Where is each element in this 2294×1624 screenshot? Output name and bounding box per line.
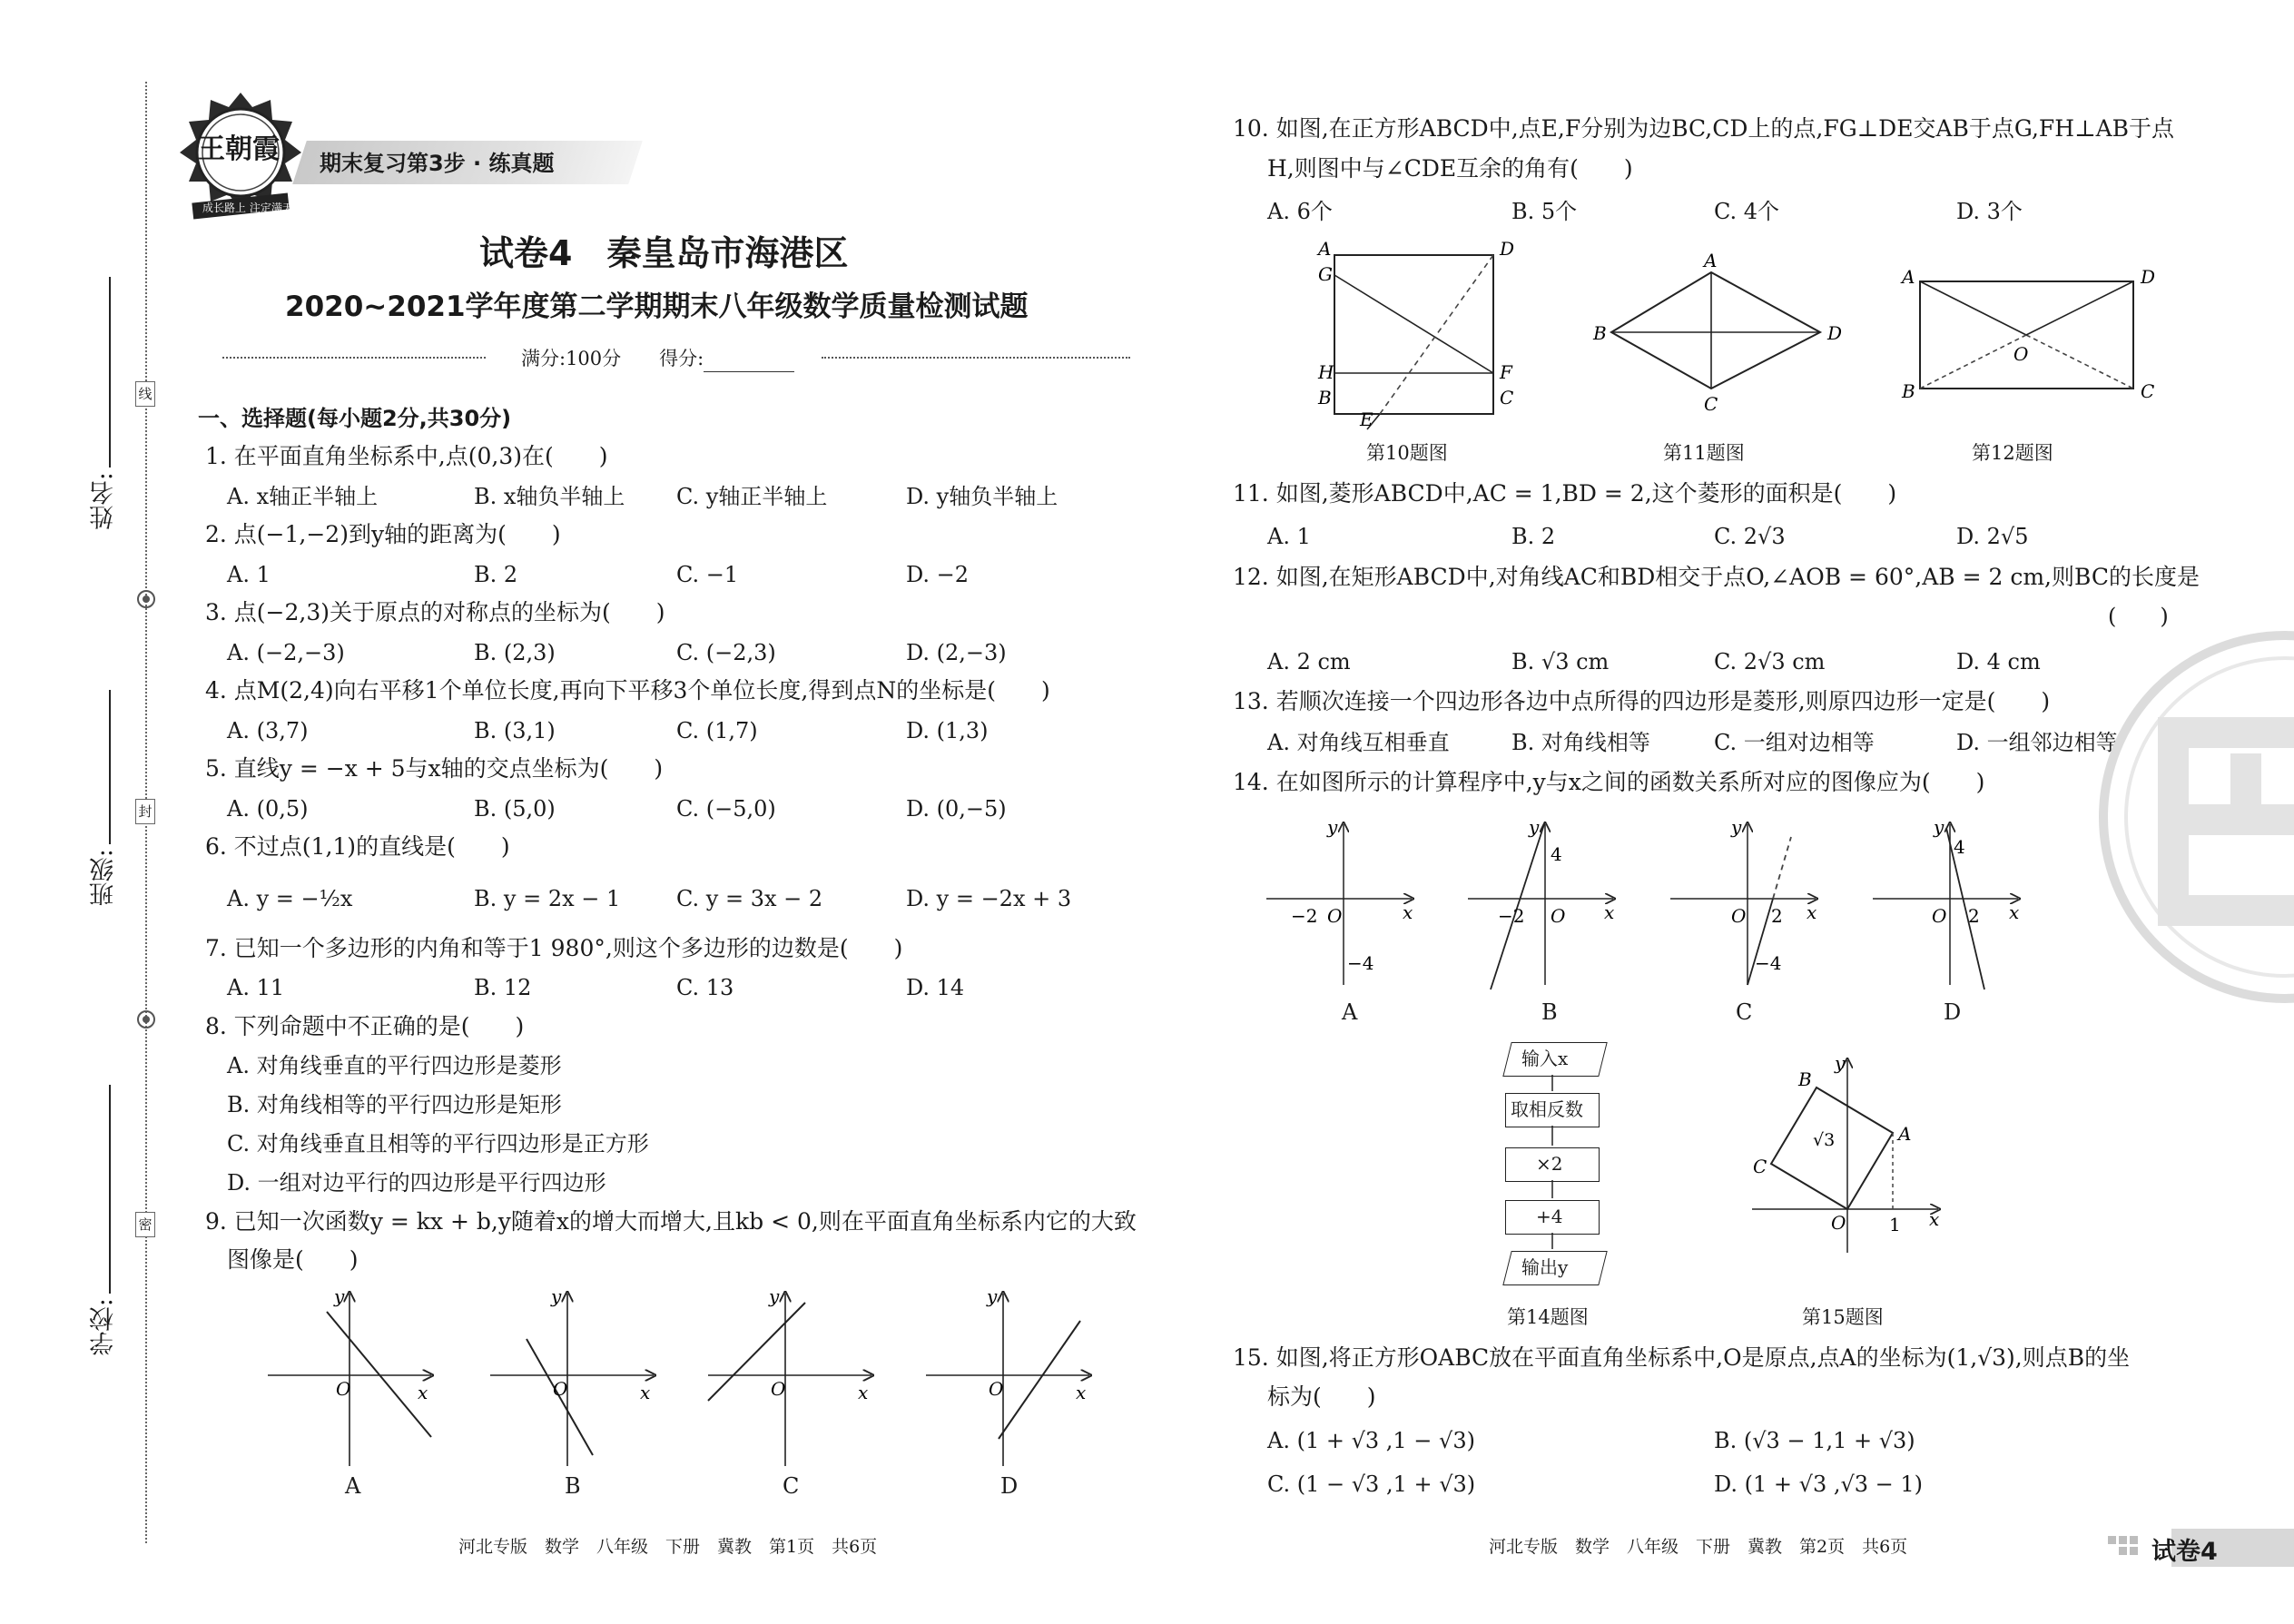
svg-text:E: E [1360,408,1373,430]
q14-label-d[interactable]: D [1944,999,1962,1025]
q9-label-c[interactable]: C [783,1473,800,1499]
svg-text:O: O [553,1378,568,1400]
q4-option-c[interactable]: C. (1,7) [676,718,758,743]
q13-option-c[interactable]: C. 一组对边相等 [1714,730,1875,755]
svg-text:O: O [2013,343,2029,365]
svg-text:A: A [1318,238,1332,260]
svg-text:C: C [1753,1156,1767,1177]
q3-option-c[interactable]: C. (−2,3) [676,640,776,665]
q9-label-d[interactable]: D [1000,1473,1019,1499]
fig10-square-diagram [1307,238,1534,430]
svg-text:2: 2 [1771,905,1783,927]
q9-label-b[interactable]: B [565,1473,581,1499]
q9-label-a[interactable]: A [345,1473,361,1499]
class-blank [109,690,111,844]
q7-option-d[interactable]: D. 14 [906,975,965,1000]
svg-text:y: y [1529,816,1540,838]
svg-text:y: y [1835,1052,1846,1074]
question-12-stem: 12. 如图,在矩形ABCD中,对角线AC和BD相交于点O,∠AOB = 60°,AB = 2 cm,则BC的长度是 [1233,564,2200,590]
name-blank [109,277,111,468]
fig11-caption: 第11题图 [1663,442,1745,464]
q14-graph-b [1463,817,1631,999]
q4-option-b[interactable]: B. (3,1) [474,718,556,743]
q4-option-a[interactable]: A. (3,7) [227,718,309,743]
question-15-stem: 15. 如图,将正方形OABC放在平面直角坐标系中,O是原点,点A的坐标为(1,√3),则点B的坐 [1233,1344,2131,1371]
school-label: 学校: [90,1298,118,1356]
svg-text:A: A [1898,1123,1912,1145]
q13-option-b[interactable]: B. 对角线相等 [1511,730,1650,755]
q12-option-c[interactable]: C. 2√3 cm [1714,649,1826,674]
q8-option-d[interactable]: D. 一组对边平行的四边形是平行四边形 [227,1170,606,1196]
question-10-stem-cont: H,则图中与∠CDE互余的角有( ) [1267,155,1633,182]
svg-text:D: D [1500,238,1515,260]
svg-text:D: D [2141,266,2156,288]
q2-option-c[interactable]: C. −1 [676,562,739,587]
q1-option-d[interactable]: D. y轴负半轴上 [906,484,1058,509]
q12-answer-paren: ( ) [2108,604,2169,629]
question-2-stem: 2. 点(−1,−2)到y轴的距离为( ) [205,521,561,547]
q13-option-a[interactable]: A. 对角线互相垂直 [1267,730,1450,755]
svg-text:O: O [1327,905,1343,927]
seal-char-feng: 封 [135,799,155,824]
q5-option-b[interactable]: B. (5,0) [474,796,556,822]
svg-text:O: O [1932,905,1947,927]
score-line: 满分:100分 得分: [521,345,794,372]
svg-text:B: B [1593,322,1607,344]
question-4-stem: 4. 点M(2,4)向右平移1个单位长度,再向下平移3个单位长度,得到点N的坐标是( ) [205,677,1050,704]
q6-option-a[interactable]: A. y = −½x [227,886,353,911]
q14-graph-d [1868,817,2036,999]
fig12-caption: 第12题图 [1972,442,2053,464]
question-9-stem-cont: 图像是( ) [227,1246,359,1273]
q12-option-b[interactable]: B. √3 cm [1511,649,1610,674]
school-blank [109,1085,111,1294]
q14-graph-c [1666,817,1834,999]
q5-option-d[interactable]: D. (0,−5) [906,796,1007,822]
q14-label-a[interactable]: A [1342,999,1358,1025]
flow-add-label: +4 [1536,1206,1563,1227]
q15-option-b[interactable]: B. (√3 − 1,1 + √3) [1714,1428,1915,1453]
svg-text:y: y [551,1285,562,1307]
svg-text:B: B [1318,387,1332,408]
svg-text:−2: −2 [1291,905,1318,927]
q9-graph-b [486,1284,667,1475]
flow-multiply-label: ×2 [1536,1153,1563,1175]
svg-text:O: O [1551,905,1566,927]
svg-text:D: D [1827,322,1843,344]
q1-option-a[interactable]: A. x轴正半轴上 [227,484,379,509]
question-14-stem: 14. 在如图所示的计算程序中,y与x之间的函数关系所对应的图像应为( ) [1233,769,1985,795]
q3-option-d[interactable]: D. (2,−3) [906,640,1007,665]
q8-option-a[interactable]: A. 对角线垂直的平行四边形是菱形 [227,1053,562,1078]
footer-left: 河北专版 数学 八年级 下册 冀教 第1页 共6页 [458,1537,878,1557]
svg-text:O: O [989,1378,1004,1400]
q10-option-a[interactable]: A. 6个 [1267,199,1333,224]
q3-option-b[interactable]: B. (2,3) [474,640,556,665]
q2-option-d[interactable]: D. −2 [906,562,970,587]
svg-text:4: 4 [1954,836,1965,858]
question-7-stem: 7. 已知一个多边形的内角和等于1 980°,则这个多边形的边数是( ) [205,935,903,961]
section-title: 一、选择题(每小题2分,共30分) [198,406,512,431]
logo-text: 王朝霞 [198,133,280,165]
svg-text:G: G [1318,263,1333,285]
svg-text:A: A [1704,250,1718,271]
svg-text:x: x [1807,901,1817,923]
q15-option-d[interactable]: D. (1 + √3 ,√3 − 1) [1714,1471,1924,1497]
flow-input-label: 输入x [1521,1048,1569,1069]
svg-text:O: O [1831,1212,1846,1234]
q14-label-c[interactable]: C [1736,999,1753,1025]
question-5-stem: 5. 直线y = −x + 5与x轴的交点坐标为( ) [205,755,664,782]
q6-option-c[interactable]: C. y = 3x − 2 [676,886,823,911]
svg-text:x: x [2009,901,2020,923]
q7-option-c[interactable]: C. 13 [676,975,734,1000]
svg-text:C: C [1704,393,1718,415]
q14-label-b[interactable]: B [1541,999,1558,1025]
svg-text:x: x [1929,1208,1940,1230]
svg-text:A: A [1902,266,1915,288]
tag-dots-icon [2108,1536,2144,1563]
question-1-stem: 1. 在平面直角坐标系中,点(0,3)在( ) [205,443,608,469]
q3-option-a[interactable]: A. (−2,−3) [227,640,345,665]
question-9-stem: 9. 已知一次函数y = kx + b,y随着x的增大而增大,且kb < 0,则在平面直角坐标系内它的大致 [205,1208,1137,1235]
q8-option-c[interactable]: C. 对角线垂直且相等的平行四边形是正方形 [227,1131,649,1156]
svg-text:O: O [1731,905,1747,927]
svg-text:B: B [1902,380,1915,402]
name-label: 姓名: [90,472,118,530]
flow-output-label: 输出y [1521,1256,1569,1278]
svg-text:C: C [2141,380,2155,402]
question-13-stem: 13. 若顺次连接一个四边形各边中点所得的四边形是菱形,则原四边形一定是( ) [1233,688,2051,714]
svg-text:y: y [769,1285,780,1307]
svg-text:x: x [1076,1382,1087,1403]
svg-text:x: x [640,1382,651,1403]
q11-option-c[interactable]: C. 2√3 [1714,524,1786,549]
q11-option-b[interactable]: B. 2 [1511,524,1556,549]
q5-option-c[interactable]: C. (−5,0) [676,796,776,822]
q7-option-a[interactable]: A. 11 [227,975,285,1000]
q14-graph-a [1262,817,1430,999]
secret-seal-watermark-icon [2094,626,2294,1008]
q12-option-d[interactable]: D. 4 cm [1956,649,2041,674]
q2-option-b[interactable]: B. 2 [474,562,518,587]
fig15-caption: 第15题图 [1802,1306,1884,1328]
divider-right [822,357,1130,359]
q6-option-b[interactable]: B. y = 2x − 1 [474,886,621,911]
q10-option-d[interactable]: D. 3个 [1956,199,2023,224]
q11-option-d[interactable]: D. 2√5 [1956,524,2029,549]
svg-text:x: x [1604,901,1615,923]
svg-text:x: x [1403,901,1413,923]
flow-arrows [1543,1075,1561,1293]
q15-option-a[interactable]: A. (1 + √3 ,1 − √3) [1267,1428,1475,1453]
divider-left [222,357,486,359]
class-label: 班级: [90,849,118,907]
ornament-icon [133,1006,160,1033]
question-10-stem: 10. 如图,在正方形ABCD中,点E,F分别为边BC,CD上的点,FG⊥DE交AB于点G,FH⊥AB于点 [1233,115,2175,142]
q7-option-b[interactable]: B. 12 [474,975,532,1000]
svg-text:F: F [1500,361,1512,383]
q9-graph-d [921,1284,1103,1475]
fig10-caption: 第10题图 [1366,442,1448,464]
question-15-stem-cont: 标为( ) [1267,1383,1376,1410]
svg-text:2: 2 [1968,905,1980,927]
svg-text:y: y [1731,816,1742,838]
q11-option-a[interactable]: A. 1 [1267,524,1311,549]
seal-char-mi: 密 [135,1212,155,1237]
svg-text:x: x [418,1382,428,1403]
q4-option-d[interactable]: D. (1,3) [906,718,989,743]
fig12-rectangle-diagram [1897,263,2161,418]
q15-option-c[interactable]: C. (1 − √3 ,1 + √3) [1267,1471,1476,1497]
q5-option-a[interactable]: A. (0,5) [227,796,309,822]
svg-text:−4: −4 [1755,952,1782,974]
question-11-stem: 11. 如图,菱形ABCD中,AC = 1,BD = 2,这个菱形的面积是( ) [1233,480,1897,507]
q9-graph-a [263,1284,445,1475]
exam-subtitle: 2020~2021学年度第二学期期末八年级数学质量检测试题 [285,290,1029,323]
question-8-stem: 8. 下列命题中不正确的是( ) [205,1013,525,1039]
svg-text:1: 1 [1889,1214,1901,1235]
q12-option-a[interactable]: A. 2 cm [1267,649,1351,674]
question-6-stem: 6. 不过点(1,1)的直线是( ) [205,833,510,860]
logo-ribbon: 成长路上 注定满天 [202,202,293,214]
q1-option-c[interactable]: C. y轴正半轴上 [676,484,828,509]
q10-option-b[interactable]: B. 5个 [1511,199,1578,224]
svg-text:y: y [334,1285,345,1307]
q8-option-b[interactable]: B. 对角线相等的平行四边形是矩形 [227,1092,562,1117]
svg-text:C: C [1500,387,1514,408]
svg-text:O: O [336,1378,351,1400]
q10-option-c[interactable]: C. 4个 [1714,199,1780,224]
q13-option-d[interactable]: D. 一组邻边相等 [1956,730,2118,755]
seal-char-xian: 线 [135,381,155,407]
svg-text:y: y [987,1285,998,1307]
svg-text:−2: −2 [1498,905,1525,927]
exam-tag: 试卷4 [2151,1538,2218,1566]
exam-title: 试卷4 秦皇岛市海港区 [479,233,849,273]
svg-text:H: H [1318,361,1334,383]
question-3-stem: 3. 点(−2,3)关于原点的对称点的坐标为( ) [205,599,665,625]
svg-text:−4: −4 [1347,952,1374,974]
svg-text:x: x [858,1382,869,1403]
svg-text:√3: √3 [1813,1130,1836,1150]
q1-option-b[interactable]: B. x轴负半轴上 [474,484,625,509]
svg-text:O: O [771,1378,786,1400]
q6-option-d[interactable]: D. y = −2x + 3 [906,886,1072,911]
ornament-icon [133,586,160,613]
svg-text:4: 4 [1551,843,1562,865]
fig11-rhombus-diagram [1584,250,1856,427]
fig15-square-coordinate-diagram [1748,1053,1956,1271]
q9-graph-c [704,1284,885,1475]
banner-text: 期末复习第3步 · 练真题 [320,151,555,176]
svg-text:y: y [1327,816,1338,838]
flow-negate-label: 取相反数 [1511,1098,1583,1120]
svg-text:B: B [1798,1068,1812,1090]
footer-right: 河北专版 数学 八年级 下册 冀教 第2页 共6页 [1489,1537,1908,1557]
fig14-caption: 第14题图 [1507,1306,1589,1328]
q2-option-a[interactable]: A. 1 [227,562,271,587]
svg-text:y: y [1934,816,1944,838]
